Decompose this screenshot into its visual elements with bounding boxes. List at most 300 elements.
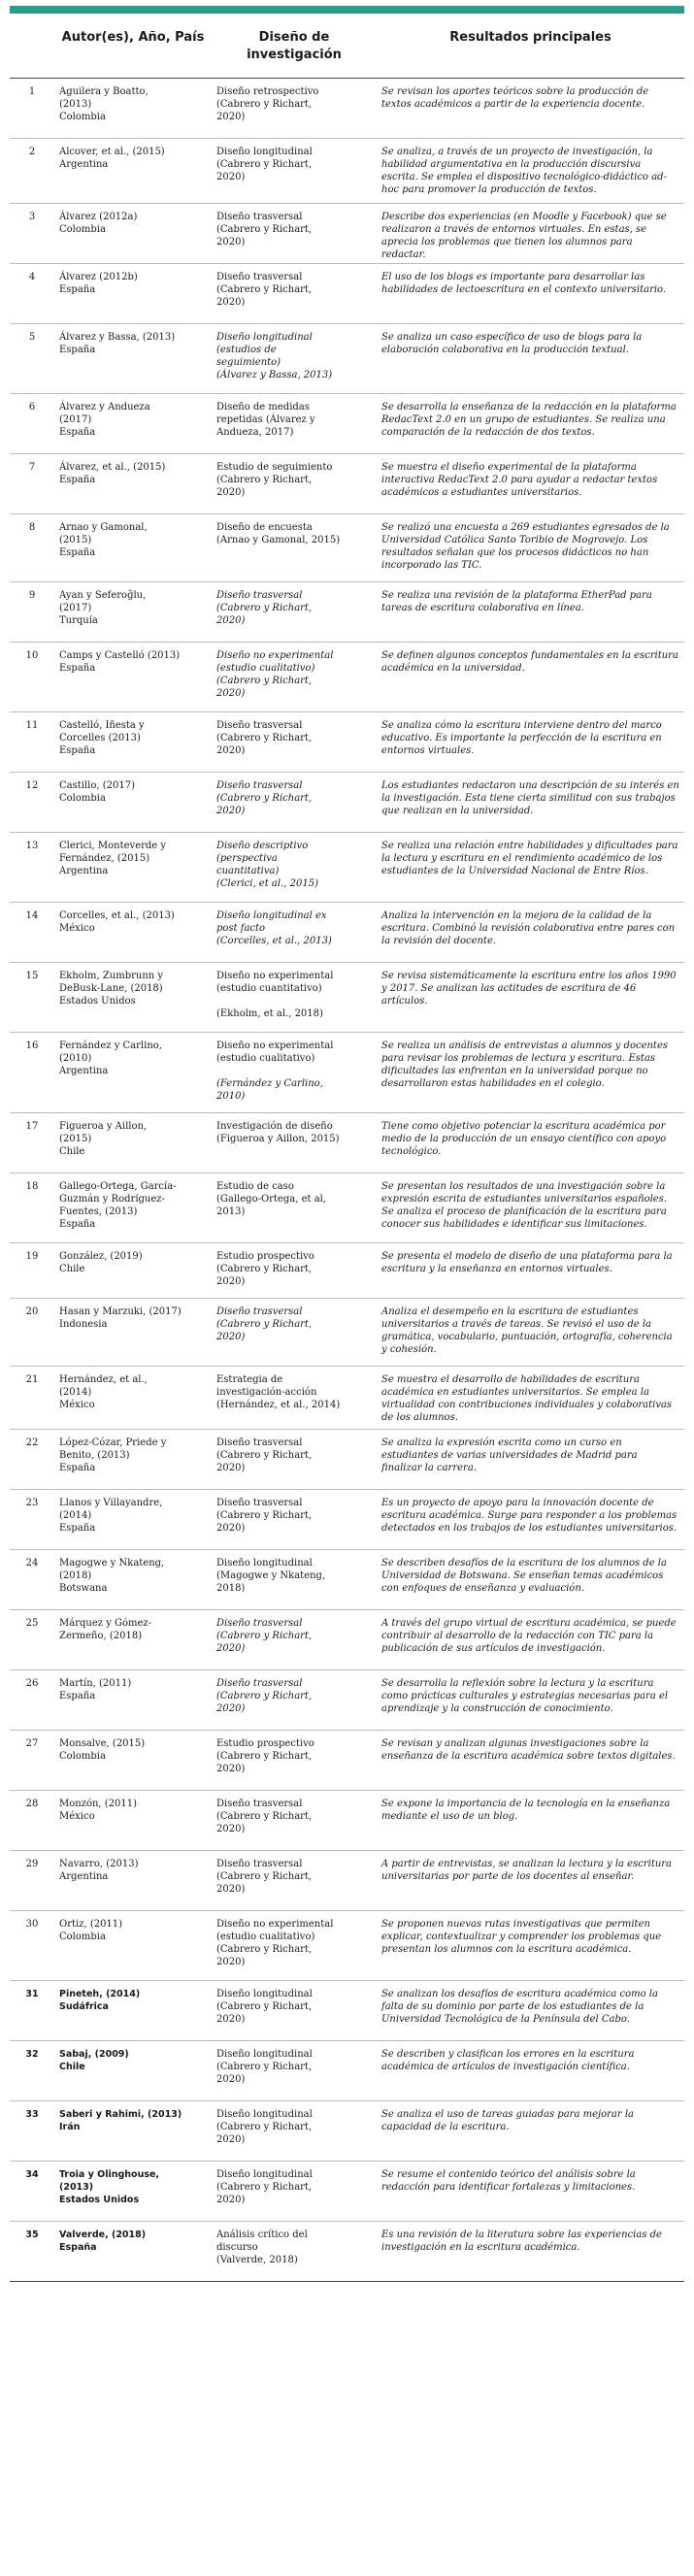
design-line: (Cabrero y Richart,	[216, 1510, 313, 1521]
table-row	[10, 1367, 684, 1430]
author-line: Arnao y Gamonal,	[59, 522, 148, 533]
design-line: Diseño trasversal	[216, 1678, 303, 1689]
author-line: Álvarez y Andueza	[59, 402, 150, 413]
design-line: seguimiento)	[216, 357, 281, 368]
author-line: Estados Unidos	[59, 996, 136, 1007]
table-row	[10, 1113, 684, 1173]
author-line: España	[59, 745, 96, 756]
row-results: A partir de entrevistas, se analizan la lectura y la escritura universitarias por parte de los docentes al enseñar.	[377, 1851, 684, 1911]
design-line: Estudio prospectivo	[216, 1251, 314, 1262]
header-number	[10, 14, 54, 79]
row-design	[212, 643, 377, 712]
author-line: Chile	[59, 1264, 85, 1274]
author-line: Corcelles, et al., (2013)	[59, 910, 175, 921]
row-number: 9	[10, 582, 54, 643]
design-line: Diseño trasversal	[216, 1859, 303, 1869]
table-row	[10, 712, 684, 773]
author-line: Benito, (2013)	[59, 1450, 130, 1461]
design-line: 2020)	[216, 1276, 246, 1287]
row-author	[54, 712, 212, 773]
row-results: Analiza la intervención en la mejora de la calidad de la escritura. Combinó la revisión colaborativa entre pares con la revisión del docente.	[377, 903, 684, 963]
author-line: Ayan y Seferoğlu,	[59, 590, 147, 601]
author-line: Argentina	[59, 159, 109, 170]
author-line: Colombia	[59, 793, 106, 804]
row-results: Se realiza una relación entre habilidades y dificultades para la lectura y escritura en el rendimiento académico de los estudiantes de la Universidad Nacional de Entre Ríos.	[377, 833, 684, 903]
design-line: (perspectiva	[216, 853, 278, 864]
row-results: Se muestra el desarrollo de habilidades de escritura académica en estudiantes universitarios. Se emplea la virtualidad con contribuciones individuales y colaborativas de los alumnos.	[377, 1367, 684, 1430]
design-line: (estudio cualitativo)	[216, 1053, 315, 1064]
row-number: 29	[10, 1851, 54, 1911]
row-number: 22	[10, 1430, 54, 1490]
row-number: 7	[10, 454, 54, 514]
table-row	[10, 394, 684, 454]
table-row	[10, 2162, 684, 2222]
design-line: 2020)	[216, 1332, 246, 1342]
row-author	[54, 582, 212, 643]
row-author	[54, 2222, 212, 2282]
design-line: 2020)	[216, 745, 246, 756]
row-results: Se revisa sistemáticamente la escritura entre los años 1990 y 2017. Se analizan las actitudes de escritura de 46 artículos.	[377, 963, 684, 1033]
row-author	[54, 204, 212, 264]
table-row	[10, 1911, 684, 1981]
author-line: Guzmán y Rodríguez-	[59, 1194, 165, 1205]
author-line: Fernández, (2015)	[59, 853, 150, 864]
row-author	[54, 1791, 212, 1851]
header-row	[10, 14, 684, 79]
top-accent-bar	[10, 6, 684, 14]
row-design	[212, 1731, 377, 1791]
design-reference: (Ekholm, et al., 2018)	[216, 1008, 323, 1019]
design-line: (Cabrero y Richart,	[216, 475, 313, 485]
design-line: 2020)	[216, 688, 246, 699]
row-author	[54, 1911, 212, 1981]
design-line: (Valverde, 2018)	[216, 2255, 298, 2265]
row-design	[212, 712, 377, 773]
author-line: Irán	[59, 2122, 81, 2132]
design-line: Diseño de medidas	[216, 402, 310, 413]
author-line: Álvarez (2012a)	[59, 212, 138, 222]
design-line: Diseño longitudinal	[216, 1558, 313, 1569]
author-line: México	[59, 1400, 95, 1410]
row-results: Analiza el desempeño en la escritura de estudiantes universitarios a través de tareas. Se revisó el uso de la gramática, vocabulario, puntuación, ortografía, coherencia y cohesión.	[377, 1299, 684, 1367]
author-line: (2013)	[59, 2182, 94, 2193]
table-row	[10, 1731, 684, 1791]
row-design	[212, 2162, 377, 2222]
row-results: Se realiza una revisión de la plataforma EtherPad para tareas de escritura colaborativa en línea.	[377, 582, 684, 643]
design-line: 2020)	[216, 112, 246, 122]
design-line: (Cabrero y Richart,	[216, 1264, 313, 1274]
row-number: 19	[10, 1243, 54, 1299]
author-line: Ortiz, (2011)	[59, 1919, 123, 1930]
row-results: Se realizó una encuesta a 269 estudiantes egresados de la Universidad Católica Santo Toribio de Mogrovejo. Los resultados señalan que los procesos didácticos no han incorporado las TIC.	[377, 514, 684, 582]
author-line: (2014)	[59, 1387, 92, 1398]
row-results: Se proponen nuevas rutas investigativas que permiten explicar, contextualizar y comprender los problemas que presentan los alumnos con la escritura académica.	[377, 1911, 684, 1981]
row-number: 20	[10, 1299, 54, 1367]
author-line: Chile	[59, 1146, 85, 1157]
design-line: (Cabrero y Richart,	[216, 1450, 313, 1461]
row-number: 34	[10, 2162, 54, 2222]
table-row	[10, 903, 684, 963]
row-results: Se muestra el diseño experimental de la plataforma interactiva RedacText 2.0 para ayudar a redactar textos académicos a estudiantes universitarios.	[377, 454, 684, 514]
design-line: (Cabrero y Richart,	[216, 1944, 313, 1955]
row-number: 1	[10, 79, 54, 139]
row-number: 30	[10, 1911, 54, 1981]
design-line: investigación-acción	[216, 1387, 317, 1398]
design-line: Diseño trasversal	[216, 1618, 303, 1629]
design-line: Estudio prospectivo	[216, 1738, 314, 1749]
row-design	[212, 514, 377, 582]
design-line: 2020)	[216, 1643, 246, 1654]
design-line: (Cabrero y Richart,	[216, 1871, 313, 1882]
design-line: (Cabrero y Richart,	[216, 2001, 313, 2012]
design-line: (Magogwe y Nkateng,	[216, 1570, 326, 1581]
row-author	[54, 2162, 212, 2222]
design-line: Diseño no experimental	[216, 1919, 334, 1930]
row-number: 24	[10, 1550, 54, 1610]
design-line: 2020)	[216, 1957, 246, 1967]
row-results: Se resume el contenido teórico del análisis sobre la redacción para identificar fortalezas y limitaciones.	[377, 2162, 684, 2222]
design-line: Estudio de seguimiento	[216, 462, 333, 473]
row-number: 23	[10, 1490, 54, 1550]
row-number: 33	[10, 2101, 54, 2162]
table-row	[10, 1490, 684, 1550]
design-line: 2020)	[216, 1824, 246, 1834]
row-design	[212, 1113, 377, 1173]
row-design	[212, 1430, 377, 1490]
row-number: 15	[10, 963, 54, 1033]
table-row	[10, 204, 684, 264]
row-results: El uso de los blogs es importante para desarrollar las habilidades de lectoescritura en el contexto universitario.	[377, 264, 684, 324]
table-row	[10, 1791, 684, 1851]
row-number: 12	[10, 773, 54, 833]
design-line: (Cabrero y Richart,	[216, 159, 313, 170]
row-author	[54, 454, 212, 514]
design-line: (Cabrero y Richart,	[216, 676, 313, 686]
row-author	[54, 1670, 212, 1731]
design-line: 2020)	[216, 1703, 246, 1714]
author-line: España	[59, 345, 96, 355]
design-line: (Cabrero y Richart,	[216, 1691, 313, 1701]
row-results: Se analiza un caso específico de uso de blogs para la elaboración colaborativa en la producción textual.	[377, 324, 684, 394]
design-line: Diseño longitudinal	[216, 2109, 313, 2120]
table-row	[10, 963, 684, 1033]
row-results: Tiene como objetivo potenciar la escritura académica por medio de la producción de un ensayo científico con apoyo tecnológico.	[377, 1113, 684, 1173]
row-number: 28	[10, 1791, 54, 1851]
design-line: (Figueroa y Aillon, 2015)	[216, 1134, 340, 1144]
row-author	[54, 264, 212, 324]
results-table	[10, 14, 684, 2282]
row-author	[54, 833, 212, 903]
design-line: Diseño longitudinal	[216, 332, 313, 343]
row-design	[212, 963, 377, 1033]
row-results: Se desarrolla la reflexión sobre la lectura y la escritura como prácticas culturales y estrategias necesarias para el aprendizaje y la construcción de conocimiento.	[377, 1670, 684, 1731]
design-line: Investigación de diseño	[216, 1121, 333, 1132]
row-results: Se analiza cómo la escritura interviene dentro del marco educativo. Es importante la perfección de la escritura en entornos virtuales.	[377, 712, 684, 773]
table-body	[10, 79, 684, 2282]
design-line: (Hernández, et al., 2014)	[216, 1400, 341, 1410]
design-line: 2020)	[216, 237, 246, 248]
table-row	[10, 1610, 684, 1670]
author-line: Alcover, et al., (2015)	[59, 147, 165, 157]
design-line: (Cabrero y Richart,	[216, 1811, 313, 1822]
design-line: Diseño trasversal	[216, 780, 303, 791]
author-line: (2015)	[59, 1134, 92, 1144]
design-line: discurso	[216, 2242, 258, 2253]
author-line: Colombia	[59, 224, 106, 235]
row-design	[212, 324, 377, 394]
row-results: Se definen algunos conceptos fundamentales en la escritura académica en la universidad.	[377, 643, 684, 712]
table-row	[10, 79, 684, 139]
design-line: Diseño trasversal	[216, 212, 303, 222]
author-line: Ekholm, Zumbrunn y	[59, 971, 164, 981]
author-line: España	[59, 1463, 96, 1473]
row-number: 10	[10, 643, 54, 712]
row-design	[212, 582, 377, 643]
table-row	[10, 2222, 684, 2282]
design-line: Diseño longitudinal	[216, 2049, 313, 2060]
design-line: 2020)	[216, 172, 246, 182]
design-line: (Arnao y Gamonal, 2015)	[216, 535, 341, 545]
design-line: Diseño longitudinal ex	[216, 910, 327, 921]
author-line: Chile	[59, 2062, 85, 2072]
row-number: 21	[10, 1367, 54, 1430]
author-line: Castillo, (2017)	[59, 780, 135, 791]
row-design	[212, 204, 377, 264]
row-design	[212, 1367, 377, 1430]
table-row	[10, 1033, 684, 1113]
design-line: (Cabrero y Richart,	[216, 2062, 313, 2072]
author-line: (2017)	[59, 414, 92, 425]
row-results: Se analiza el uso de tareas guiadas para mejorar la capacidad de la escritura.	[377, 2101, 684, 2162]
design-line: 2020)	[216, 1884, 246, 1895]
author-line: España	[59, 427, 96, 438]
design-line: Diseño trasversal	[216, 1437, 303, 1448]
row-author	[54, 324, 212, 394]
author-line: Valverde, (2018)	[59, 2229, 147, 2240]
row-design	[212, 1911, 377, 1981]
table-row	[10, 582, 684, 643]
row-results: Se expone la importancia de la tecnología en la enseñanza mediante el uso de un blog.	[377, 1791, 684, 1851]
author-line: Álvarez (2012b)	[59, 272, 138, 282]
row-author	[54, 139, 212, 204]
author-line: Saberi y Rahimi, (2013)	[59, 2109, 182, 2120]
author-line: Argentina	[59, 1871, 109, 1882]
row-author	[54, 643, 212, 712]
design-line: Diseño trasversal	[216, 272, 303, 282]
row-design	[212, 1981, 377, 2041]
design-line: Diseño trasversal	[216, 720, 303, 731]
row-design	[212, 394, 377, 454]
row-design	[212, 1670, 377, 1731]
design-line: repetidas (Álvarez y	[216, 414, 315, 425]
design-line: 2020)	[216, 2074, 246, 2085]
row-author	[54, 963, 212, 1033]
row-number: 13	[10, 833, 54, 903]
row-number: 4	[10, 264, 54, 324]
design-line: Diseño no experimental	[216, 650, 334, 661]
table-row	[10, 1430, 684, 1490]
design-line: (Cabrero y Richart,	[216, 1751, 313, 1762]
row-author	[54, 2101, 212, 2162]
row-author	[54, 1367, 212, 1430]
design-line: (estudios de	[216, 345, 277, 355]
row-design	[212, 2222, 377, 2282]
row-author	[54, 2041, 212, 2101]
author-line: Figueroa y Aillon,	[59, 1121, 148, 1132]
row-results: Se desarrolla la enseñanza de la redacción en la plataforma RedacText 2.0 en un grupo de estudiantes. Se realiza una comparación de la redacción de dos textos.	[377, 394, 684, 454]
design-line: (Cabrero y Richart,	[216, 224, 313, 235]
row-design	[212, 1490, 377, 1550]
row-number: 5	[10, 324, 54, 394]
row-author	[54, 394, 212, 454]
design-line: cuantitativa)	[216, 866, 280, 876]
author-line: López-Cózar, Priede y	[59, 1437, 167, 1448]
table-row	[10, 643, 684, 712]
row-number: 16	[10, 1033, 54, 1113]
design-line: 2020)	[216, 2014, 246, 2025]
row-design	[212, 79, 377, 139]
author-line: México	[59, 1811, 95, 1822]
author-line: Hasan y Marzuki, (2017)	[59, 1306, 182, 1317]
row-design	[212, 1610, 377, 1670]
design-line: Diseño longitudinal	[216, 147, 313, 157]
design-line: 2020)	[216, 806, 246, 816]
row-design	[212, 2041, 377, 2101]
author-line: Gallego-Ortega, García-	[59, 1181, 177, 1192]
design-line: (Corcelles, et al., 2013)	[216, 936, 332, 946]
design-line: (estudio cualitativo)	[216, 1932, 315, 1942]
author-line: Pineteh, (2014)	[59, 1989, 141, 1999]
row-design	[212, 264, 377, 324]
author-line: (2013)	[59, 99, 92, 110]
design-line: (estudio cuantitativo)	[216, 983, 322, 994]
row-design	[212, 1550, 377, 1610]
table-row	[10, 1981, 684, 2041]
row-author	[54, 79, 212, 139]
design-line: (Cabrero y Richart,	[216, 1319, 313, 1330]
row-results: Se revisan los aportes teóricos sobre la producción de textos académicos a partir de la experiencia docente.	[377, 79, 684, 139]
author-line: (2015)	[59, 535, 92, 545]
author-line: España	[59, 1523, 96, 1534]
design-line: (estudio cualitativo)	[216, 663, 315, 674]
row-number: 32	[10, 2041, 54, 2101]
author-line: González, (2019)	[59, 1251, 143, 1262]
row-design	[212, 833, 377, 903]
row-author	[54, 1173, 212, 1243]
row-author	[54, 1981, 212, 2041]
design-line: (Cabrero y Richart,	[216, 2122, 313, 2132]
row-results: Se analizan los desafíos de escritura académica como la falta de su dominio por parte de los estudiantes de la Universidad Tecnológica de la Península del Cabo.	[377, 1981, 684, 2041]
author-line: Navarro, (2013)	[59, 1859, 139, 1869]
design-line: Diseño descriptivo	[216, 841, 309, 851]
row-author	[54, 773, 212, 833]
design-line: 2020)	[216, 2134, 246, 2145]
row-design	[212, 1033, 377, 1113]
row-author	[54, 1610, 212, 1670]
row-results: Es una revisión de la literatura sobre las experiencias de investigación en la escritura académica.	[377, 2222, 684, 2282]
row-number: 3	[10, 204, 54, 264]
table-row	[10, 1299, 684, 1367]
row-number: 2	[10, 139, 54, 204]
design-line: (Gallego-Ortega, et al,	[216, 1194, 327, 1205]
design-line: (Cabrero y Richart,	[216, 99, 313, 110]
row-design	[212, 1791, 377, 1851]
design-line: Diseño trasversal	[216, 1498, 303, 1508]
row-results: Se describen desafíos de la escritura de los alumnos de la Universidad de Botswana. Se enseñan temas académicos con enfoques de enseñanza y evaluación.	[377, 1550, 684, 1610]
author-line: Corcelles (2013)	[59, 733, 141, 743]
table-row	[10, 1670, 684, 1731]
row-results: Describe dos experiencias (en Moodle y Facebook) que se realizaron a través de entornos virtuales. En estas, se aprecia los problemas que tienen los alumnos para redactar.	[377, 204, 684, 264]
author-line: Hernández, et al.,	[59, 1374, 148, 1385]
author-line: España	[59, 475, 96, 485]
design-line: 2013)	[216, 1206, 246, 1217]
author-line: Márquez y Gómez-	[59, 1618, 152, 1629]
table-row	[10, 324, 684, 394]
row-design	[212, 1243, 377, 1299]
table-row	[10, 773, 684, 833]
author-line: España	[59, 1219, 96, 1230]
row-design	[212, 773, 377, 833]
design-line: 2018)	[216, 1583, 246, 1594]
author-line: (2014)	[59, 1510, 92, 1521]
design-line: Diseño longitudinal	[216, 1989, 313, 1999]
table-row	[10, 1851, 684, 1911]
row-results: Se presenta el modelo de diseño de una plataforma para la escritura y la enseñanza en entornos virtuales.	[377, 1243, 684, 1299]
row-author	[54, 903, 212, 963]
row-number: 31	[10, 1981, 54, 2041]
row-author	[54, 1113, 212, 1173]
design-line: (Álvarez y Bassa, 2013)	[216, 370, 333, 380]
design-line: 2020)	[216, 615, 246, 626]
author-line: Álvarez y Bassa, (2013)	[59, 332, 176, 343]
author-line: Argentina	[59, 866, 109, 876]
row-number: 27	[10, 1731, 54, 1791]
row-author	[54, 1033, 212, 1113]
table-row	[10, 139, 684, 204]
row-number: 8	[10, 514, 54, 582]
document-page	[0, 6, 694, 2576]
author-line: Estados Unidos	[59, 2195, 140, 2205]
author-line: Botswana	[59, 1583, 108, 1594]
row-number: 26	[10, 1670, 54, 1731]
author-line: Fernández y Carlino,	[59, 1040, 162, 1051]
row-results: Se describen y clasifican los errores en la escritura académica de artículos de investigación científica.	[377, 2041, 684, 2101]
author-line: Martín, (2011)	[59, 1678, 132, 1689]
design-line: Estudio de caso	[216, 1181, 294, 1192]
design-line: 2020)	[216, 1463, 246, 1473]
row-design	[212, 1851, 377, 1911]
author-line: Monsalve, (2015)	[59, 1738, 146, 1749]
row-design	[212, 454, 377, 514]
author-line: (2017)	[59, 603, 92, 613]
design-line: (Cabrero y Richart,	[216, 284, 313, 295]
row-number: 6	[10, 394, 54, 454]
author-line: Aguilera y Boatto,	[59, 86, 149, 97]
design-reference: 2010)	[216, 1091, 246, 1102]
row-author	[54, 1243, 212, 1299]
author-line: España	[59, 2242, 97, 2253]
design-line: Diseño no experimental	[216, 1040, 334, 1051]
row-number: 11	[10, 712, 54, 773]
design-line: 2020)	[216, 297, 246, 308]
author-line: DeBusk-Lane, (2018)	[59, 983, 163, 994]
table-row	[10, 1550, 684, 1610]
author-line: España	[59, 284, 96, 295]
row-number: 14	[10, 903, 54, 963]
header-author: Autor(es), Año, País	[54, 14, 212, 79]
author-line: Troia y Olinghouse,	[59, 2169, 160, 2180]
author-line: (2010)	[59, 1053, 92, 1064]
